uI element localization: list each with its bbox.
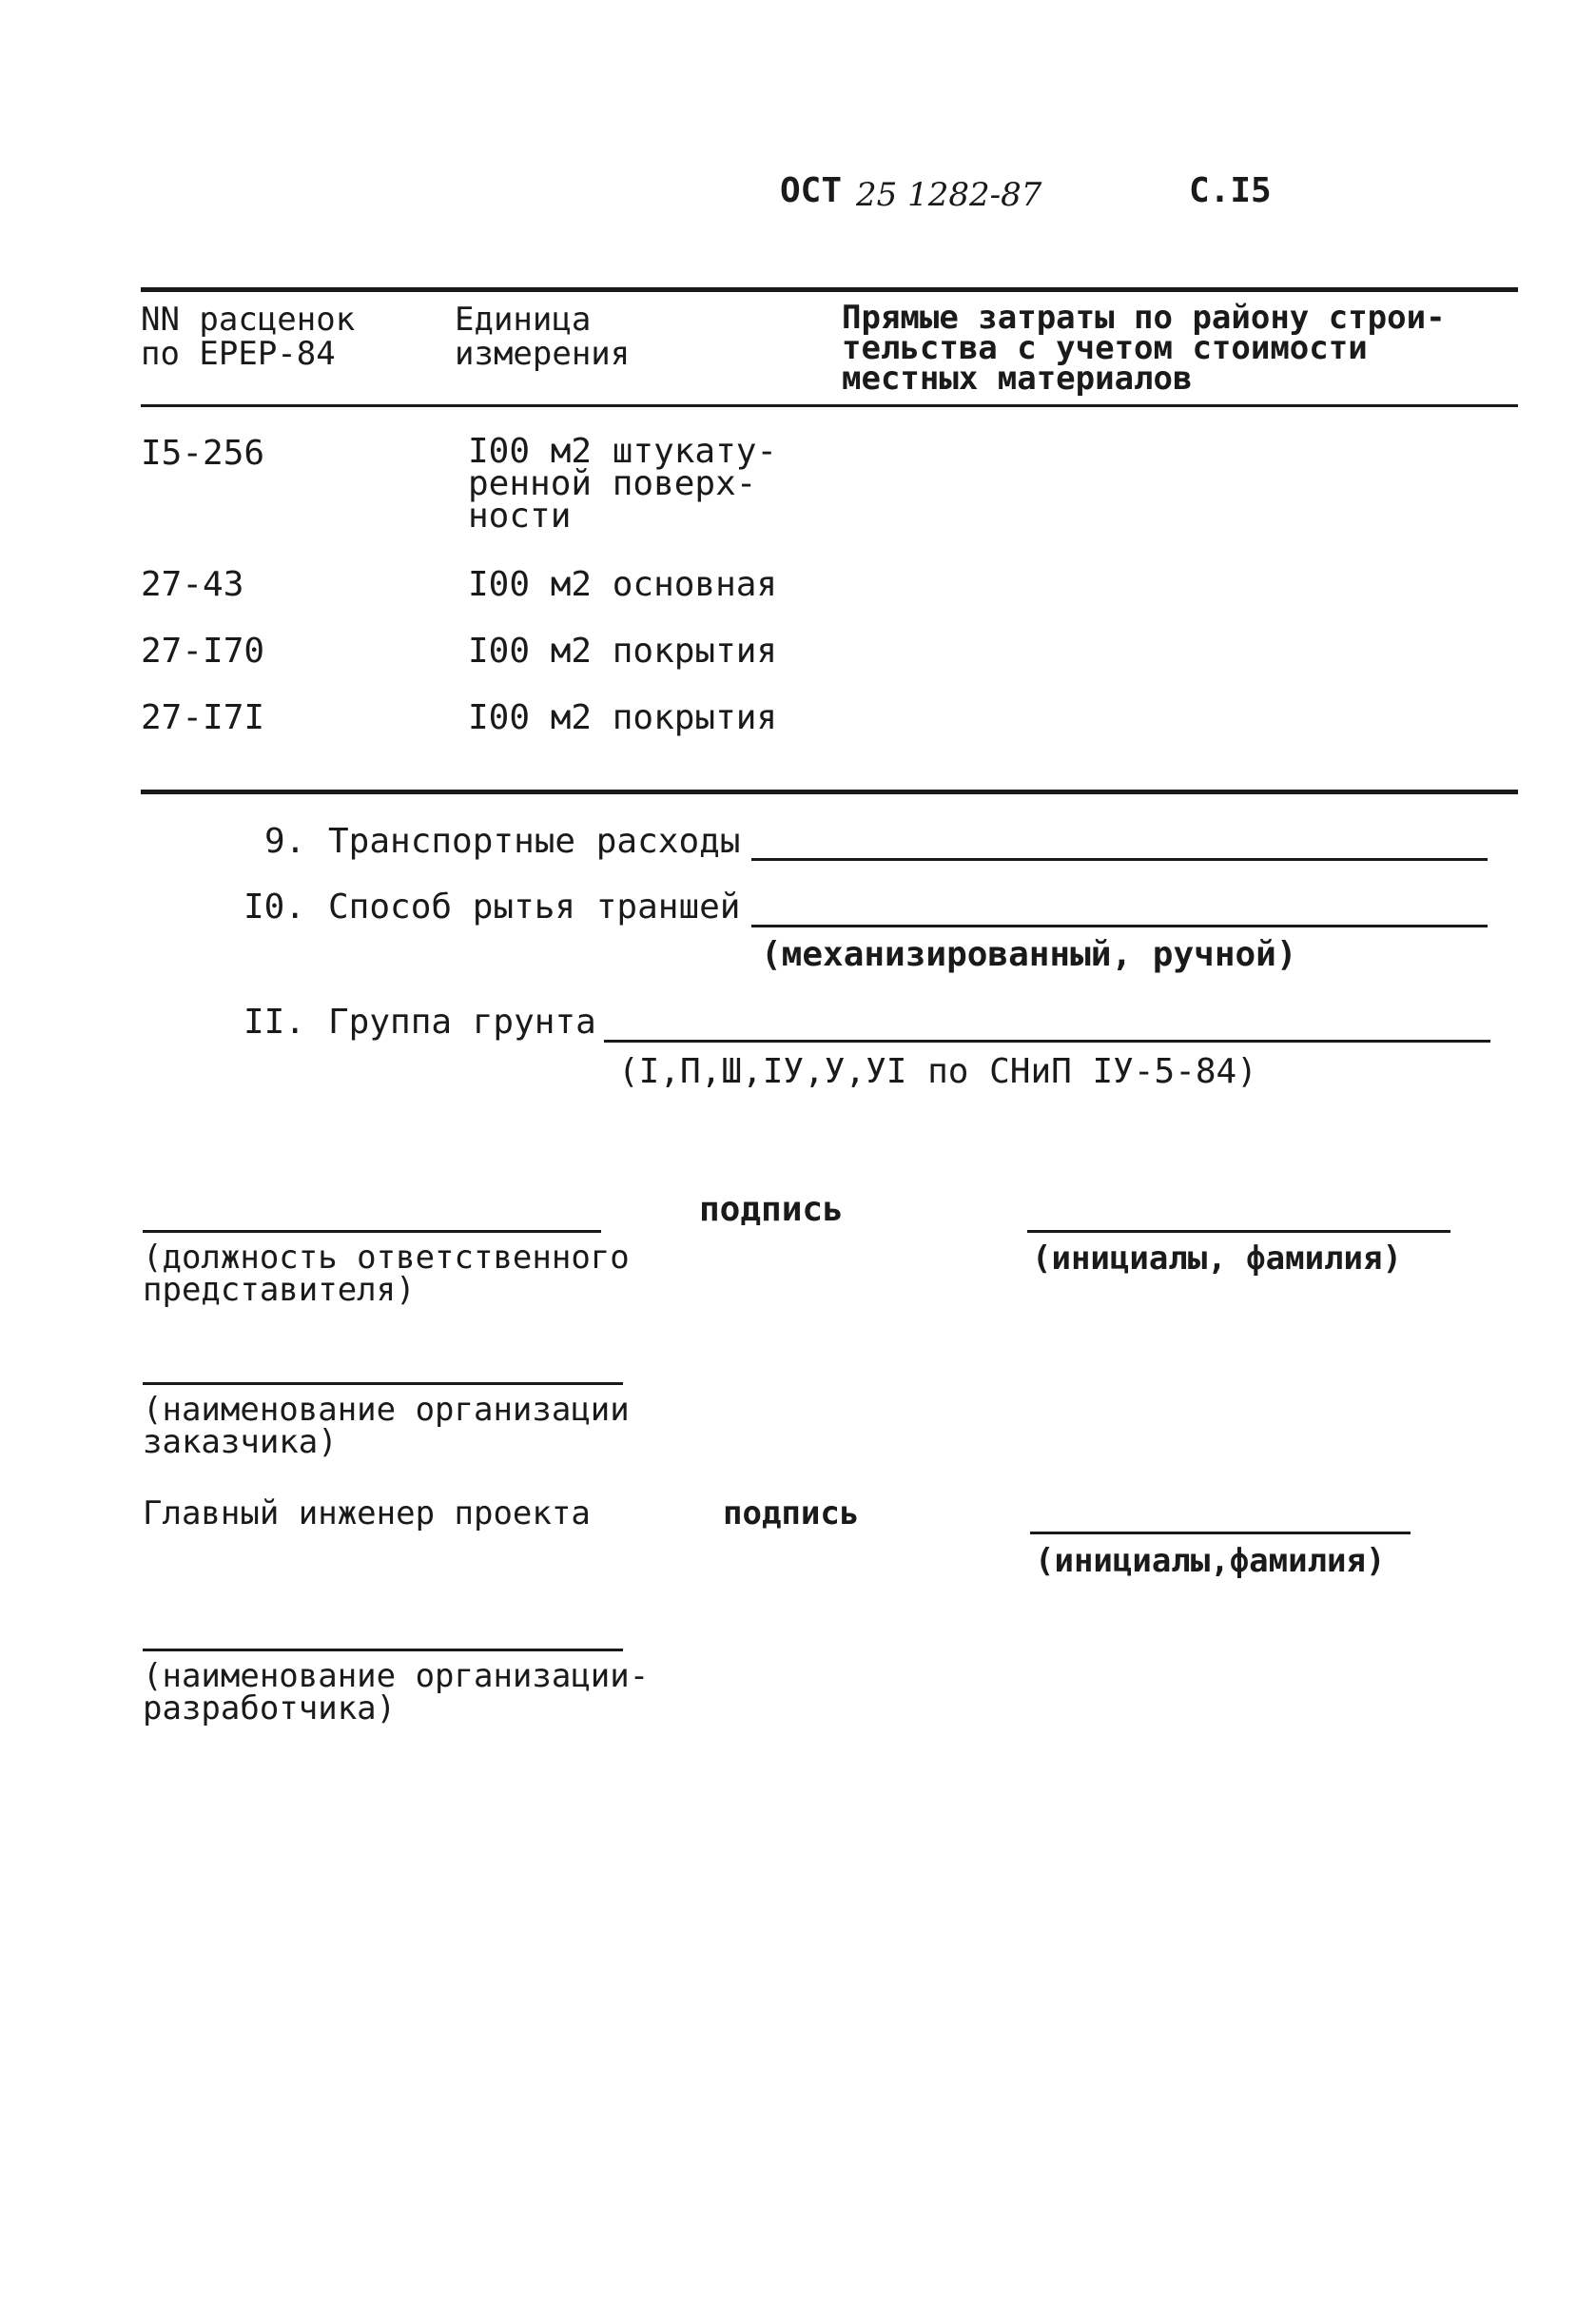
field-underline — [604, 1040, 1490, 1043]
name-line[interactable] — [1030, 1532, 1411, 1534]
org-line[interactable] — [143, 1649, 623, 1651]
name-caption: (инициалы, фамилия) — [1032, 1239, 1402, 1278]
column-header-code: NN расценок по ЕРЕР-84 — [141, 301, 356, 373]
field-hint: (механизированный, ручной) — [761, 935, 1297, 974]
signature-label: подпись — [723, 1494, 860, 1532]
table-top-rule — [141, 287, 1518, 292]
org-line[interactable] — [143, 1382, 623, 1385]
org-caption: (наименование организации заказчика) — [143, 1391, 630, 1461]
signature-label: подпись — [699, 1190, 844, 1229]
name-caption: (инициалы,фамилия) — [1035, 1542, 1386, 1580]
column-header-cost: Прямые затраты по району строи- тельства с учетом стоимости местных материалов — [842, 299, 1446, 398]
row-code: 27-I7I — [141, 698, 265, 737]
doc-number: 25 1282-87 — [856, 176, 1042, 214]
row-unit: I00 м2 основная — [468, 565, 778, 604]
column-header-unit: Единица измерения — [455, 301, 631, 373]
field-label: Способ рытья траншей — [328, 888, 741, 927]
position-caption: (должность ответственного представителя) — [143, 1239, 630, 1309]
field-label: Транспортные расходы — [328, 822, 741, 861]
row-unit: I00 м2 покрытия — [468, 698, 778, 737]
row-code: I5-256 — [141, 434, 265, 473]
table-bottom-rule — [141, 790, 1518, 794]
table-header-rule — [141, 404, 1518, 407]
row-code: 27-43 — [141, 565, 244, 604]
doc-prefix: ОСТ — [780, 171, 843, 210]
org-caption: (наименование организации- разработчика) — [143, 1657, 650, 1727]
position-text: Главный инженер проекта — [143, 1494, 591, 1532]
field-number: 9. — [264, 822, 306, 861]
field-underline — [751, 858, 1488, 861]
field-underline — [751, 925, 1488, 927]
position-line[interactable] — [143, 1230, 601, 1233]
row-code: 27-I70 — [141, 632, 265, 671]
row-unit: I00 м2 покрытия — [468, 632, 778, 671]
name-line[interactable] — [1027, 1230, 1450, 1233]
field-number: II. — [243, 1003, 306, 1042]
field-number: I0. — [243, 888, 306, 927]
field-hint: (I,П,Ш,IУ,У,УI по СНиП IУ-5-84) — [618, 1052, 1257, 1091]
page-number: С.I5 — [1189, 171, 1272, 210]
row-unit: I00 м2 штукату- ренной поверх- ности — [468, 432, 778, 536]
field-label: Группа грунта — [328, 1003, 596, 1042]
